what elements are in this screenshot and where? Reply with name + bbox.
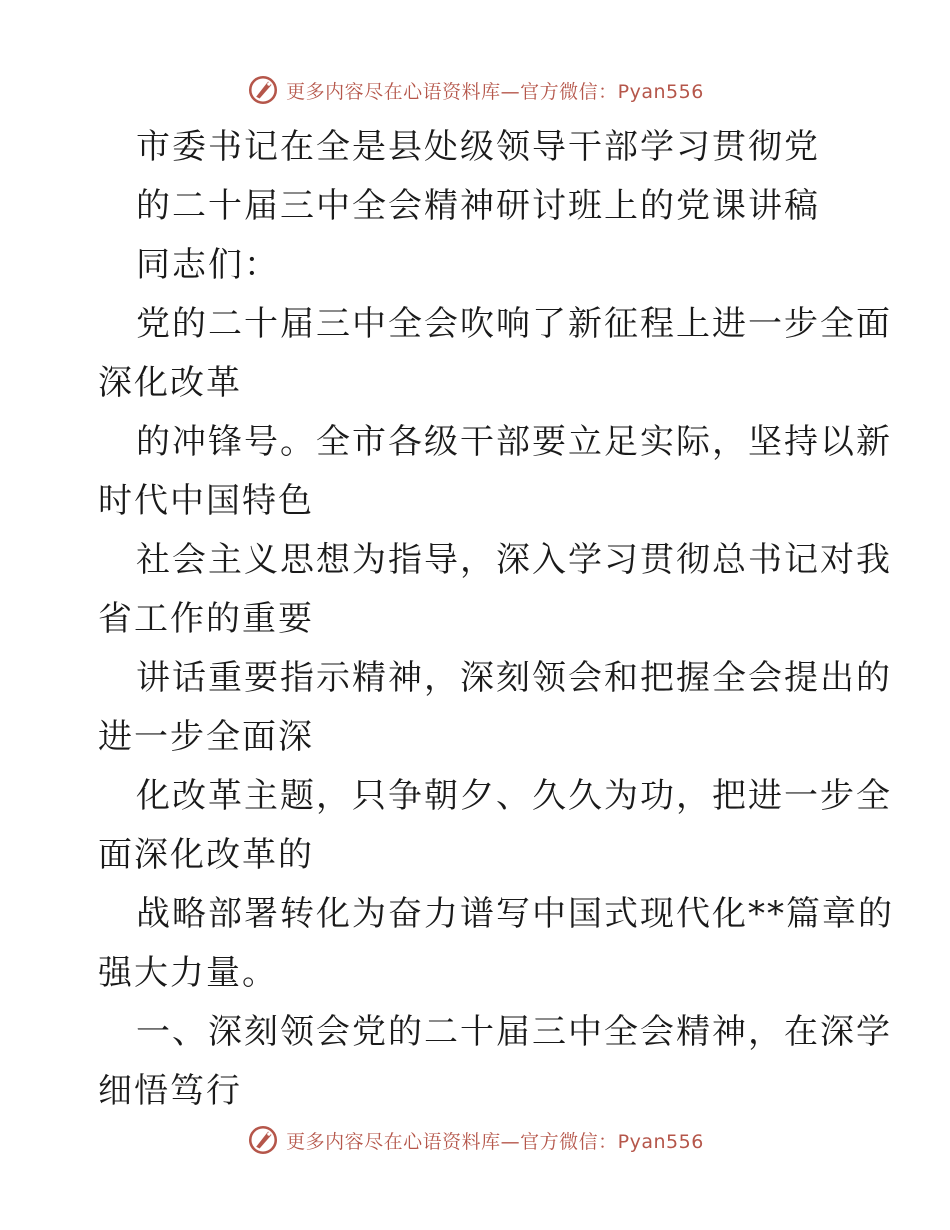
pen-nib-logo-icon — [246, 73, 280, 107]
text-line: 省工作的重要 — [98, 599, 314, 639]
text-line: 深化改革 — [98, 363, 242, 403]
text-line: 战略部署转化为奋力谱写中国式现代化**篇章的 — [136, 894, 894, 934]
watermark-text: 更多内容尽在心语资料库—官方微信：Pyan556 — [286, 1130, 704, 1153]
text-line: 化改革主题，只争朝夕、久久为功，把进一步全 — [136, 776, 892, 816]
text-line: 的二十届三中全会精神研讨班上的党课讲稿 — [136, 186, 820, 226]
text-line: 讲话重要指示精神，深刻领会和把握全会提出的 — [136, 658, 892, 698]
text-line: 面深化改革的 — [98, 835, 314, 875]
text-line: 强大力量。 — [98, 953, 278, 993]
text-line: 党的二十届三中全会吹响了新征程上进一步全面 — [136, 304, 892, 344]
text-line: 社会主义思想为指导，深入学习贯彻总书记对我 — [136, 540, 892, 580]
text-line: 市委书记在全是县处级领导干部学习贯彻党 — [136, 127, 820, 167]
watermark-text: 更多内容尽在心语资料库—官方微信：Pyan556 — [286, 80, 704, 103]
document-body — [98, 118, 894, 1121]
pen-nib-logo-icon — [246, 1123, 280, 1157]
text-line: 同志们： — [136, 245, 280, 285]
watermark-banner-bottom — [0, 1120, 950, 1160]
text-line: 一、深刻领会党的二十届三中全会精神，在深学 — [136, 1012, 892, 1052]
text-line: 细悟笃行 — [98, 1071, 242, 1111]
text-line: 时代中国特色 — [98, 481, 314, 521]
text-line: 的冲锋号。全市各级干部要立足实际，坚持以新 — [136, 422, 892, 462]
text-line: 进一步全面深 — [98, 717, 314, 757]
watermark-banner-top — [0, 70, 950, 110]
